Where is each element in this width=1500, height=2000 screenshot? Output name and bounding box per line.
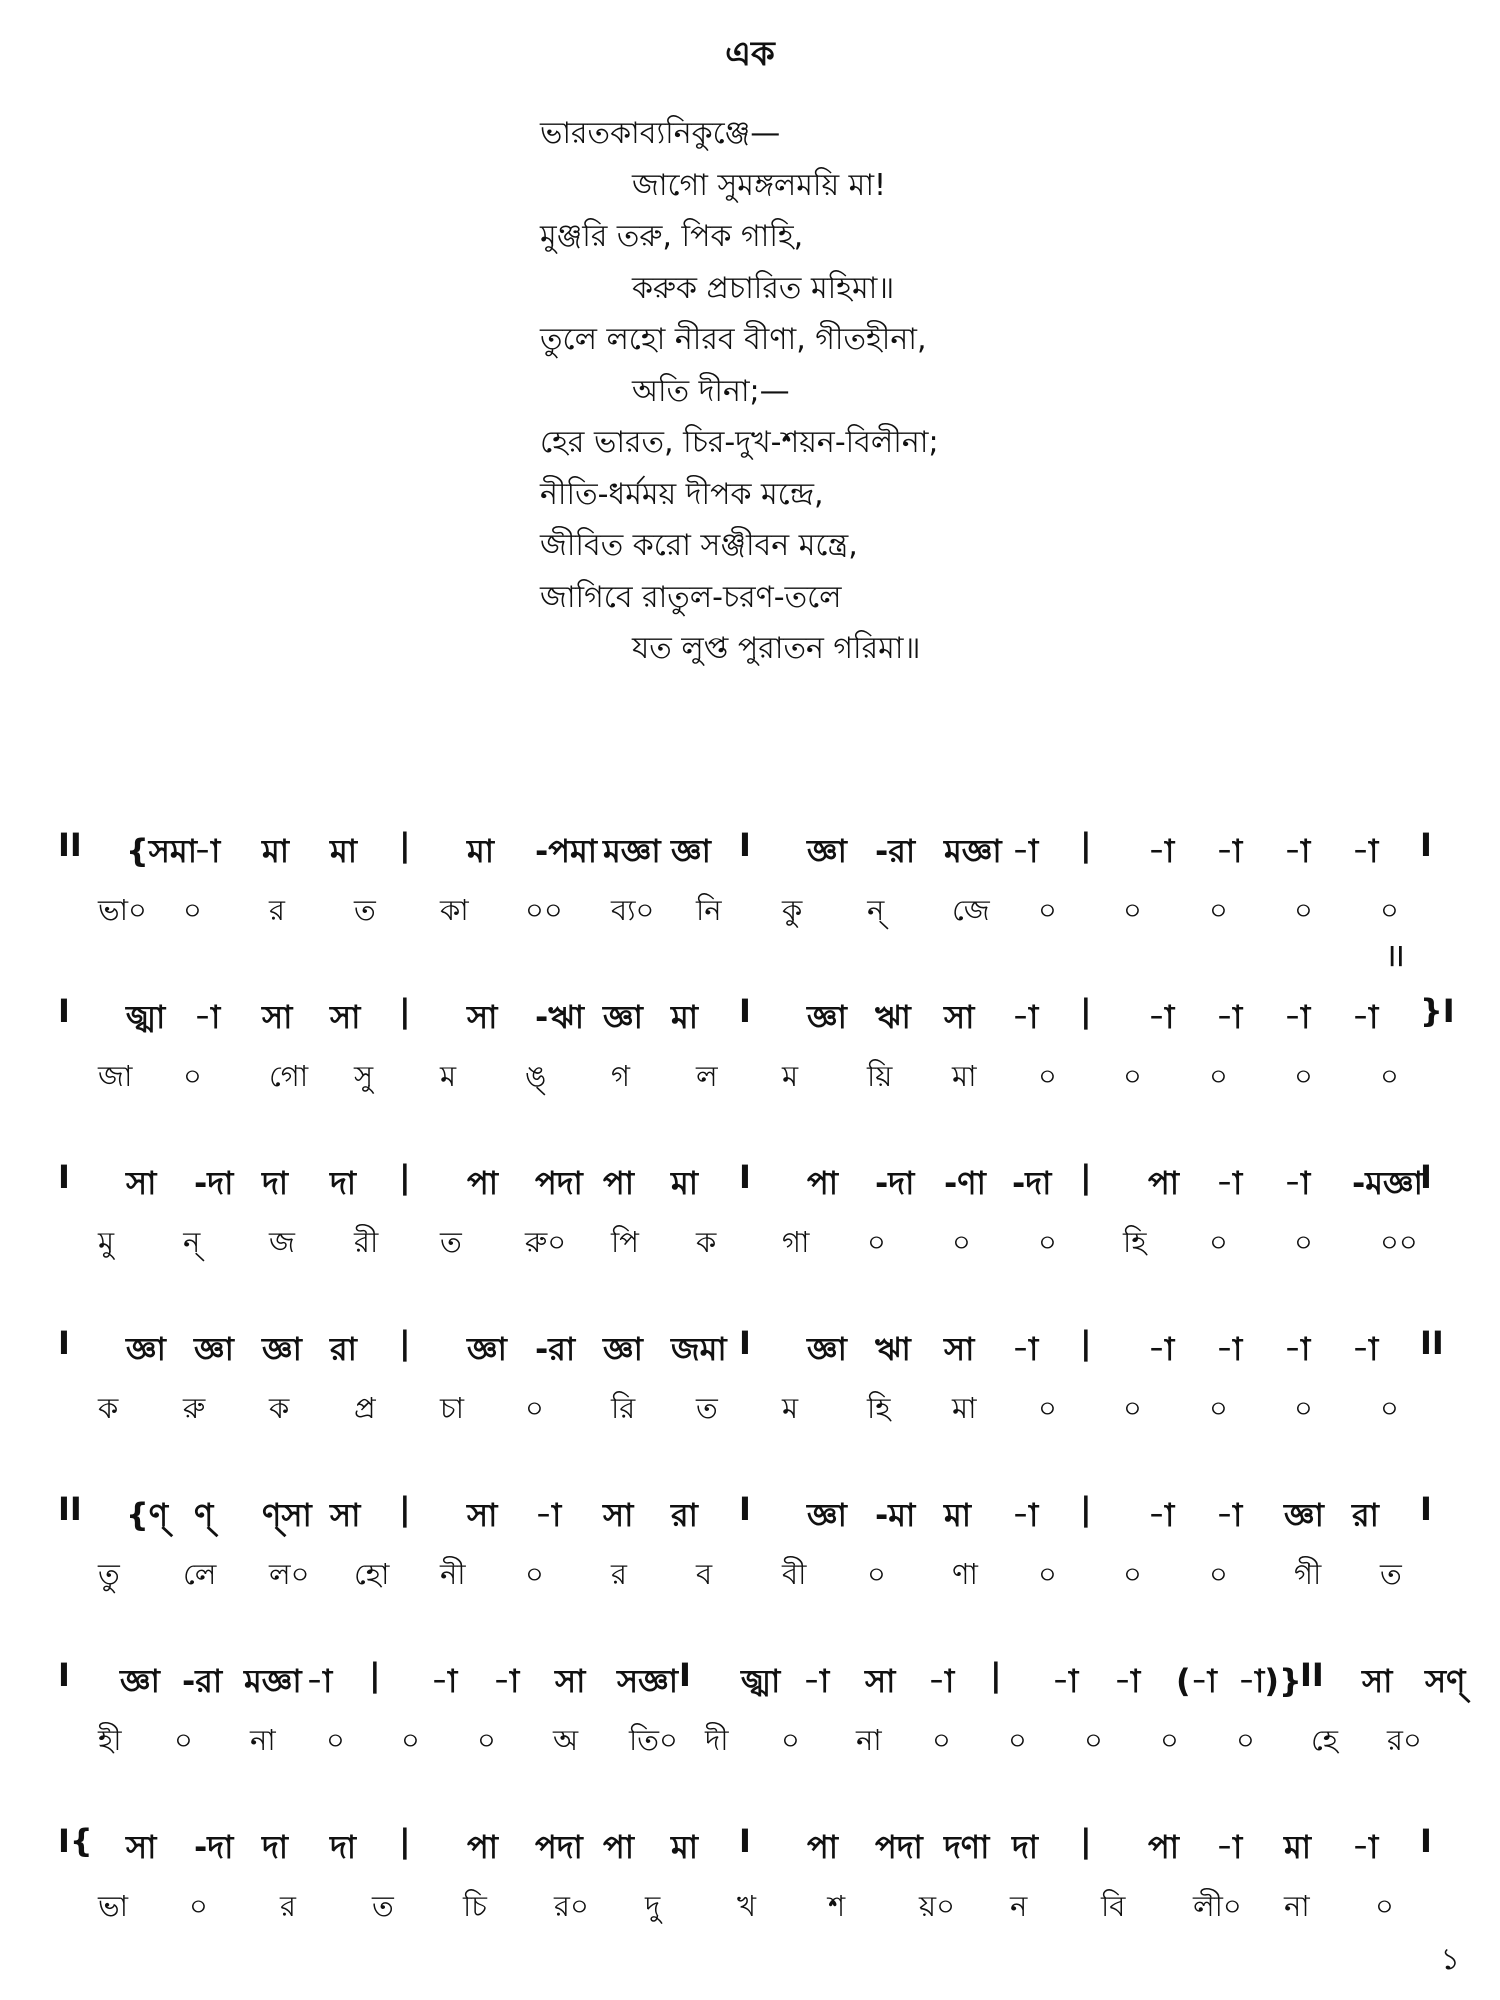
swara-symbol: | <box>1080 1324 1092 1362</box>
swara-symbol: পা <box>467 1164 499 1202</box>
lyric-syllable: মা <box>952 1059 977 1093</box>
swara-symbol: রা <box>671 1496 698 1534</box>
poem-line: নীতি-ধর্মময় দীপক মন্দ্রে, <box>540 476 824 512</box>
swara-symbol: -া <box>1148 832 1175 870</box>
lyric-syllable: খ <box>737 1889 757 1923</box>
swara-symbol: পা <box>807 1164 839 1202</box>
swara-symbol: সণ্ <box>1425 1662 1466 1700</box>
lyric-syllable: সু <box>354 1059 374 1093</box>
swara-symbol: | <box>1080 826 1092 864</box>
swara-symbol: -দা <box>1012 1164 1052 1202</box>
lyric-syllable: হি <box>1123 1225 1147 1259</box>
lyric-syllable: ন <box>1010 1889 1028 1923</box>
lyric-syllable: ০ <box>1160 1723 1179 1757</box>
lyric-syllable: ০ <box>867 1225 886 1259</box>
lyric-syllable: ০ <box>1380 893 1399 927</box>
swara-row <box>58 820 1468 876</box>
swara-symbol: পা <box>603 1164 635 1202</box>
swara-symbol: -া <box>194 832 221 870</box>
lyric-syllable: ০০ <box>525 893 563 927</box>
lyric-syllable: কু <box>782 893 803 927</box>
swara-symbol: রা <box>1352 1496 1379 1534</box>
lyric-syllable: ০ <box>1123 1391 1142 1425</box>
swara-symbol: সা <box>865 1662 896 1700</box>
lyric-syllable: ০ <box>1084 1723 1103 1757</box>
swara-symbol: -া <box>1284 1330 1311 1368</box>
swara-symbol: -া <box>1352 1828 1379 1866</box>
lyric-syllable: শ <box>828 1889 846 1923</box>
poem-line: জাগিবে রাতুল-চরণ-তলে <box>540 579 842 615</box>
lyric-syllable: য়০ <box>919 1889 955 1923</box>
swara-symbol: I <box>739 826 751 864</box>
lyric-syllable: ত <box>696 1391 718 1425</box>
lyric-row <box>58 1048 1468 1104</box>
swara-symbol: সা <box>555 1662 586 1700</box>
swara-symbol: পদা <box>535 1828 583 1866</box>
poem-line: হের ভারত, চির-দুখ-শয়ন-বিলীনা; <box>540 425 939 460</box>
lyric-syllable: ০ <box>525 1557 544 1591</box>
swara-symbol: -া <box>1012 1330 1039 1368</box>
swara-symbol: -ণা <box>944 1164 986 1202</box>
lyric-syllable: পি <box>611 1225 639 1259</box>
swara-symbol: -া <box>928 1662 955 1700</box>
swara-symbol: -দা <box>194 1828 234 1866</box>
lyric-syllable: বী <box>782 1557 807 1591</box>
lyric-syllable: রী <box>354 1225 379 1259</box>
swara-symbol: -দা <box>875 1164 915 1202</box>
swara-symbol: -া <box>1216 998 1243 1036</box>
swara-symbol: পা <box>807 1828 839 1866</box>
poem-line: যত লুপ্ত পুরাতন গরিমা॥ <box>632 631 921 666</box>
swara-symbol: I <box>739 1490 751 1528</box>
poem-line: তুলে লহো নীরব বীণা, গীতহীনা, <box>540 322 927 357</box>
lyric-syllable: জা <box>98 1059 133 1093</box>
lyric-syllable: ০ <box>1294 1391 1313 1425</box>
lyric-syllable: না <box>250 1723 276 1757</box>
swara-symbol: I <box>1420 1158 1432 1196</box>
swara-symbol: মা <box>330 832 358 870</box>
swara-row <box>58 1318 1468 1374</box>
lyric-row <box>58 1380 1468 1436</box>
swara-symbol: -া <box>1352 1330 1379 1368</box>
lyric-syllable: ব <box>696 1557 713 1591</box>
lyric-syllable: মা <box>952 1391 977 1425</box>
lyric-syllable: ০ <box>183 1059 202 1093</box>
lyric-syllable: ণা <box>952 1557 978 1591</box>
swara-symbol: জ্ঞা <box>603 998 643 1036</box>
lyric-syllable: লী০ <box>1193 1889 1242 1923</box>
lyric-syllable: ০ <box>1038 893 1057 927</box>
swara-symbol: -া <box>803 1662 830 1700</box>
swara-symbol: -া <box>1148 1496 1175 1534</box>
swara-symbol: ণ্ <box>194 1496 214 1534</box>
lyric-syllable: ক <box>696 1225 717 1259</box>
lyric-syllable: র <box>280 1889 296 1923</box>
lyric-syllable: ০ <box>1038 1391 1057 1425</box>
swara-row <box>58 1650 1468 1706</box>
lyric-syllable: ০ <box>1209 1059 1228 1093</box>
poem-line: ভারতকাব্যনিকুঞ্জে— <box>540 116 781 151</box>
swara-symbol: দণা <box>944 1828 990 1866</box>
swara-symbol: I <box>58 1324 70 1362</box>
swara-symbol: -া <box>194 998 221 1036</box>
swara-symbol: -া <box>1352 832 1379 870</box>
swara-symbol: সা <box>126 1828 157 1866</box>
lyric-syllable: চি <box>463 1889 487 1923</box>
lyric-syllable: চা <box>440 1391 465 1425</box>
swara-symbol: I <box>739 1324 751 1362</box>
lyric-syllable: র <box>611 1557 627 1591</box>
swara-symbol: II <box>1420 1324 1444 1362</box>
lyric-syllable: ল <box>696 1059 718 1093</box>
swara-symbol: জ্ঞা <box>807 832 847 870</box>
lyric-syllable: র <box>269 893 285 927</box>
swara-symbol: -া)} <box>1238 1662 1302 1700</box>
swara-symbol: সা <box>330 998 361 1036</box>
swara-symbol: ঋা <box>875 1330 911 1368</box>
poem <box>540 108 939 675</box>
lyric-syllable: বি <box>1101 1889 1126 1923</box>
swara-symbol: সা <box>467 998 498 1036</box>
lyric-syllable: ০ <box>1209 893 1228 927</box>
poem-line: জীবিত করো সঞ্জীবন মন্ত্রে, <box>540 528 858 563</box>
swara-symbol: I <box>679 1656 691 1694</box>
lyric-syllable: ০ <box>1294 893 1313 927</box>
swara-symbol: -া <box>1216 1828 1243 1866</box>
lyric-syllable: না <box>856 1723 882 1757</box>
swara-symbol: II <box>58 826 82 864</box>
lyric-syllable: ০ <box>1294 1225 1313 1259</box>
poem-line: করুক প্রচারিত মহিমা॥ <box>632 270 895 306</box>
lyric-syllable: ০ <box>1123 1059 1142 1093</box>
lyric-syllable: ০ <box>1236 1723 1255 1757</box>
lyric-syllable: ০ <box>1375 1889 1394 1923</box>
swara-symbol: জ্ঞা <box>1284 1496 1324 1534</box>
lyric-syllable: ০ <box>932 1723 951 1757</box>
swara-symbol: জ্ঞা <box>671 832 711 870</box>
swara-row <box>58 1484 1468 1540</box>
swara-symbol: পা <box>1148 1828 1180 1866</box>
notation-block <box>58 1484 1468 1650</box>
swara-symbol: -া <box>1012 1496 1039 1534</box>
lyric-syllable: গো <box>269 1059 309 1093</box>
lyric-syllable: ক <box>269 1391 290 1425</box>
swara-symbol: জ্ঞা <box>126 1330 166 1368</box>
swara-symbol: -া <box>1114 1662 1141 1700</box>
swara-symbol: -া <box>1216 1164 1243 1202</box>
swara-symbol: -া <box>1284 998 1311 1036</box>
swara-symbol: | <box>990 1656 1002 1694</box>
lyric-syllable: রু০ <box>525 1225 567 1259</box>
lyric-syllable: ০ <box>525 1391 544 1425</box>
lyric-syllable: নী <box>440 1557 466 1591</box>
lyric-syllable: র০ <box>1387 1723 1422 1757</box>
lyric-syllable: ভা০ <box>98 893 147 927</box>
swara-symbol: সা <box>262 998 293 1036</box>
swara-symbol: পা <box>467 1828 499 1866</box>
lyric-syllable: হি <box>867 1391 891 1425</box>
swara-symbol: দা <box>262 1164 289 1202</box>
swara-symbol: | <box>369 1656 381 1694</box>
swara-symbol: I <box>739 1822 751 1860</box>
lyric-syllable: র০ <box>554 1889 589 1923</box>
swara-symbol: {সমা <box>126 832 197 870</box>
lyric-syllable: জে <box>952 893 990 927</box>
swara-symbol: -া <box>535 1496 562 1534</box>
swara-symbol: সা <box>944 998 975 1036</box>
swara-symbol: দা <box>330 1828 357 1866</box>
swara-symbol: জমা <box>671 1330 727 1368</box>
lyric-syllable: মু <box>98 1225 115 1259</box>
lyric-syllable: না <box>1284 1889 1310 1923</box>
lyric-syllable: ০ <box>1038 1225 1057 1259</box>
page-number: ১ <box>1440 1942 1460 1977</box>
swara-symbol: জ্ঝা <box>741 1662 781 1700</box>
swara-symbol: সা <box>944 1330 975 1368</box>
swara-symbol: -া <box>1216 1330 1243 1368</box>
bar-mark: II <box>1388 940 1405 973</box>
lyric-syllable: অ <box>553 1723 579 1757</box>
swara-symbol: | <box>1080 992 1092 1030</box>
lyric-syllable: ভা <box>98 1889 129 1923</box>
lyric-syllable: নি <box>696 893 722 927</box>
swara-row <box>58 1152 1468 1208</box>
lyric-syllable: ০ <box>781 1723 800 1757</box>
lyric-syllable: ০ <box>952 1225 971 1259</box>
swara-symbol: I <box>58 992 70 1030</box>
lyric-syllable: হী <box>98 1723 122 1757</box>
swara-symbol: -া <box>1216 1496 1243 1534</box>
swara-symbol: -ঋা <box>535 998 585 1036</box>
lyric-syllable: রু <box>183 1391 206 1425</box>
swara-symbol: সা <box>126 1164 157 1202</box>
swara-symbol: -া <box>306 1662 333 1700</box>
notation-block <box>58 820 1468 986</box>
swara-symbol: I <box>739 1158 751 1196</box>
swara-symbol: জ্ঞা <box>807 1330 847 1368</box>
swara-symbol: -া <box>1352 998 1379 1036</box>
swara-symbol: সা <box>467 1496 498 1534</box>
lyric-syllable: ত <box>354 893 376 927</box>
notation-staff <box>58 820 1468 1982</box>
swara-symbol: ণ্সা <box>262 1496 312 1534</box>
swara-symbol: পা <box>603 1828 635 1866</box>
lyric-syllable: ০০ <box>1380 1225 1418 1259</box>
swara-symbol: দা <box>330 1164 357 1202</box>
lyric-syllable: জ <box>269 1225 295 1259</box>
page-title: এক <box>725 34 775 74</box>
lyric-syllable: তি০ <box>629 1723 678 1757</box>
swara-symbol: -া <box>1148 998 1175 1036</box>
swara-symbol: I <box>739 992 751 1030</box>
swara-symbol: I <box>1420 826 1432 864</box>
swara-symbol: -া <box>1012 998 1039 1036</box>
swara-symbol: দা <box>262 1828 289 1866</box>
swara-symbol: II <box>58 1490 82 1528</box>
lyric-syllable: ০ <box>477 1723 496 1757</box>
swara-symbol: মা <box>944 1496 972 1534</box>
swara-symbol: সা <box>330 1496 361 1534</box>
swara-symbol: দা <box>1012 1828 1039 1866</box>
swara-symbol: | <box>399 992 411 1030</box>
lyric-syllable: ত <box>440 1225 462 1259</box>
swara-symbol: পদা <box>535 1164 583 1202</box>
swara-symbol: {ণ্ <box>126 1496 169 1534</box>
lyric-syllable: দু <box>645 1889 661 1923</box>
swara-symbol: -া <box>1148 1330 1175 1368</box>
swara-row <box>58 986 1468 1042</box>
lyric-row <box>58 1214 1468 1270</box>
swara-symbol: -া <box>1284 1164 1311 1202</box>
lyric-syllable: গা <box>782 1225 810 1259</box>
lyric-syllable: ০ <box>1038 1059 1057 1093</box>
poem-line: জাগো সুমঙ্গলময়ি মা! <box>632 167 887 203</box>
lyric-syllable: ব্য০ <box>611 893 655 927</box>
lyric-syllable: ০ <box>326 1723 345 1757</box>
swara-symbol: | <box>399 1324 411 1362</box>
swara-symbol: জ্ঞা <box>262 1330 302 1368</box>
lyric-syllable: ০ <box>1123 893 1142 927</box>
swara-symbol: -রা <box>182 1662 223 1700</box>
swara-symbol: জ্ঞা <box>120 1662 160 1700</box>
lyric-syllable: ০ <box>1123 1557 1142 1591</box>
lyric-syllable: ন্ <box>183 1225 201 1259</box>
lyric-syllable: ক <box>98 1391 119 1425</box>
swara-symbol: -া <box>1052 1662 1079 1700</box>
lyric-syllable: ০ <box>1209 1391 1228 1425</box>
swara-symbol: II <box>1300 1656 1324 1694</box>
swara-symbol: | <box>399 1822 411 1860</box>
lyric-row <box>58 1546 1468 1602</box>
lyric-row <box>58 1712 1468 1768</box>
lyric-syllable: ম <box>782 1391 799 1425</box>
lyric-syllable: ন্ <box>867 893 885 927</box>
lyric-row <box>58 882 1468 938</box>
swara-symbol: মা <box>262 832 290 870</box>
swara-symbol: -দা <box>194 1164 234 1202</box>
swara-symbol: জ্ঞা <box>467 1330 507 1368</box>
swara-symbol: -া <box>493 1662 520 1700</box>
swara-symbol: জ্ঞা <box>194 1330 234 1368</box>
swara-symbol: -রা <box>875 832 916 870</box>
poem-line: অতি দীনা;— <box>632 373 790 409</box>
notation-block <box>58 986 1468 1152</box>
lyric-syllable: ০ <box>1209 1225 1228 1259</box>
notation-block <box>58 1318 1468 1484</box>
lyric-syllable: ম <box>782 1059 799 1093</box>
poem-line: মুঞ্জরি তরু, পিক গাহি, <box>540 219 804 254</box>
swara-symbol: I <box>58 1158 70 1196</box>
swara-symbol: | <box>1080 1822 1092 1860</box>
lyric-syllable: লে <box>183 1557 217 1591</box>
swara-symbol: | <box>399 826 411 864</box>
swara-symbol: | <box>1080 1158 1092 1196</box>
swara-symbol: পা <box>1148 1164 1180 1202</box>
swara-symbol: | <box>399 1490 411 1528</box>
swara-symbol: -রা <box>535 1330 576 1368</box>
swara-symbol: -া <box>431 1662 458 1700</box>
swara-symbol: সজ্ঞা <box>617 1662 679 1700</box>
lyric-syllable: দী <box>705 1723 729 1757</box>
swara-symbol: | <box>1080 1490 1092 1528</box>
swara-symbol: I <box>58 1656 70 1694</box>
swara-symbol: -মা <box>875 1496 916 1534</box>
swara-symbol: মজ্ঞা <box>944 832 1002 870</box>
lyric-syllable: ০ <box>1038 1557 1057 1591</box>
swara-symbol: মজ্ঞা <box>244 1662 302 1700</box>
swara-symbol: I{ <box>58 1822 93 1860</box>
swara-symbol: জ্ঞা <box>807 1496 847 1534</box>
swara-symbol: -মজ্ঞা <box>1352 1164 1423 1202</box>
swara-symbol: I <box>1420 1490 1432 1528</box>
swara-symbol: রা <box>330 1330 357 1368</box>
lyric-syllable: কা <box>440 893 469 927</box>
swara-symbol: I <box>1420 1822 1432 1860</box>
swara-symbol: (-া <box>1176 1662 1217 1700</box>
lyric-row <box>58 1878 1468 1934</box>
swara-symbol: সা <box>603 1496 634 1534</box>
notation-block <box>58 1152 1468 1318</box>
lyric-syllable: ০ <box>401 1723 420 1757</box>
swara-symbol: -া <box>1284 832 1311 870</box>
swara-symbol: জ্ঞা <box>603 1330 643 1368</box>
swara-symbol: মা <box>671 998 699 1036</box>
swara-symbol: মজ্ঞা <box>603 832 661 870</box>
swara-symbol: মা <box>671 1164 699 1202</box>
swara-symbol: জ্ঝা <box>126 998 166 1036</box>
swara-symbol: ঋা <box>875 998 911 1036</box>
lyric-syllable: গ <box>611 1059 631 1093</box>
swara-symbol: মা <box>671 1828 699 1866</box>
swara-symbol: | <box>399 1158 411 1196</box>
swara-symbol: সা <box>1362 1662 1393 1700</box>
swara-symbol: মা <box>467 832 495 870</box>
lyric-syllable: রি <box>611 1391 636 1425</box>
lyric-syllable: ০ <box>174 1723 193 1757</box>
lyric-syllable: হো <box>354 1557 390 1591</box>
lyric-syllable: ০ <box>1294 1059 1313 1093</box>
lyric-syllable: প্র <box>354 1391 376 1425</box>
swara-symbol: পদা <box>875 1828 923 1866</box>
lyric-syllable: ০ <box>1380 1391 1399 1425</box>
lyric-syllable: তু <box>98 1557 120 1591</box>
notation-block <box>58 1816 1468 1982</box>
lyric-syllable: য়ি <box>867 1059 893 1093</box>
swara-symbol: -পমা <box>535 832 598 870</box>
lyric-syllable: ত <box>372 1889 394 1923</box>
swara-row <box>58 1816 1468 1872</box>
swara-symbol: মা <box>1284 1828 1312 1866</box>
lyric-syllable: ঙ্ <box>525 1059 547 1093</box>
lyric-syllable: ল০ <box>269 1557 310 1591</box>
lyric-syllable: ০ <box>867 1557 886 1591</box>
swara-symbol: }I <box>1420 992 1455 1030</box>
lyric-syllable: ত <box>1380 1557 1402 1591</box>
swara-symbol: জ্ঞা <box>807 998 847 1036</box>
lyric-syllable: ম <box>440 1059 457 1093</box>
lyric-syllable: গী <box>1294 1557 1322 1591</box>
lyric-syllable: ০ <box>183 893 202 927</box>
lyric-syllable: হে <box>1311 1723 1339 1757</box>
swara-symbol: -া <box>1012 832 1039 870</box>
lyric-syllable: ০ <box>1380 1059 1399 1093</box>
lyric-syllable: ০ <box>189 1889 208 1923</box>
notation-block <box>58 1650 1468 1816</box>
lyric-syllable: ০ <box>1209 1557 1228 1591</box>
lyric-syllable: ০ <box>1008 1723 1027 1757</box>
swara-symbol: -া <box>1216 832 1243 870</box>
